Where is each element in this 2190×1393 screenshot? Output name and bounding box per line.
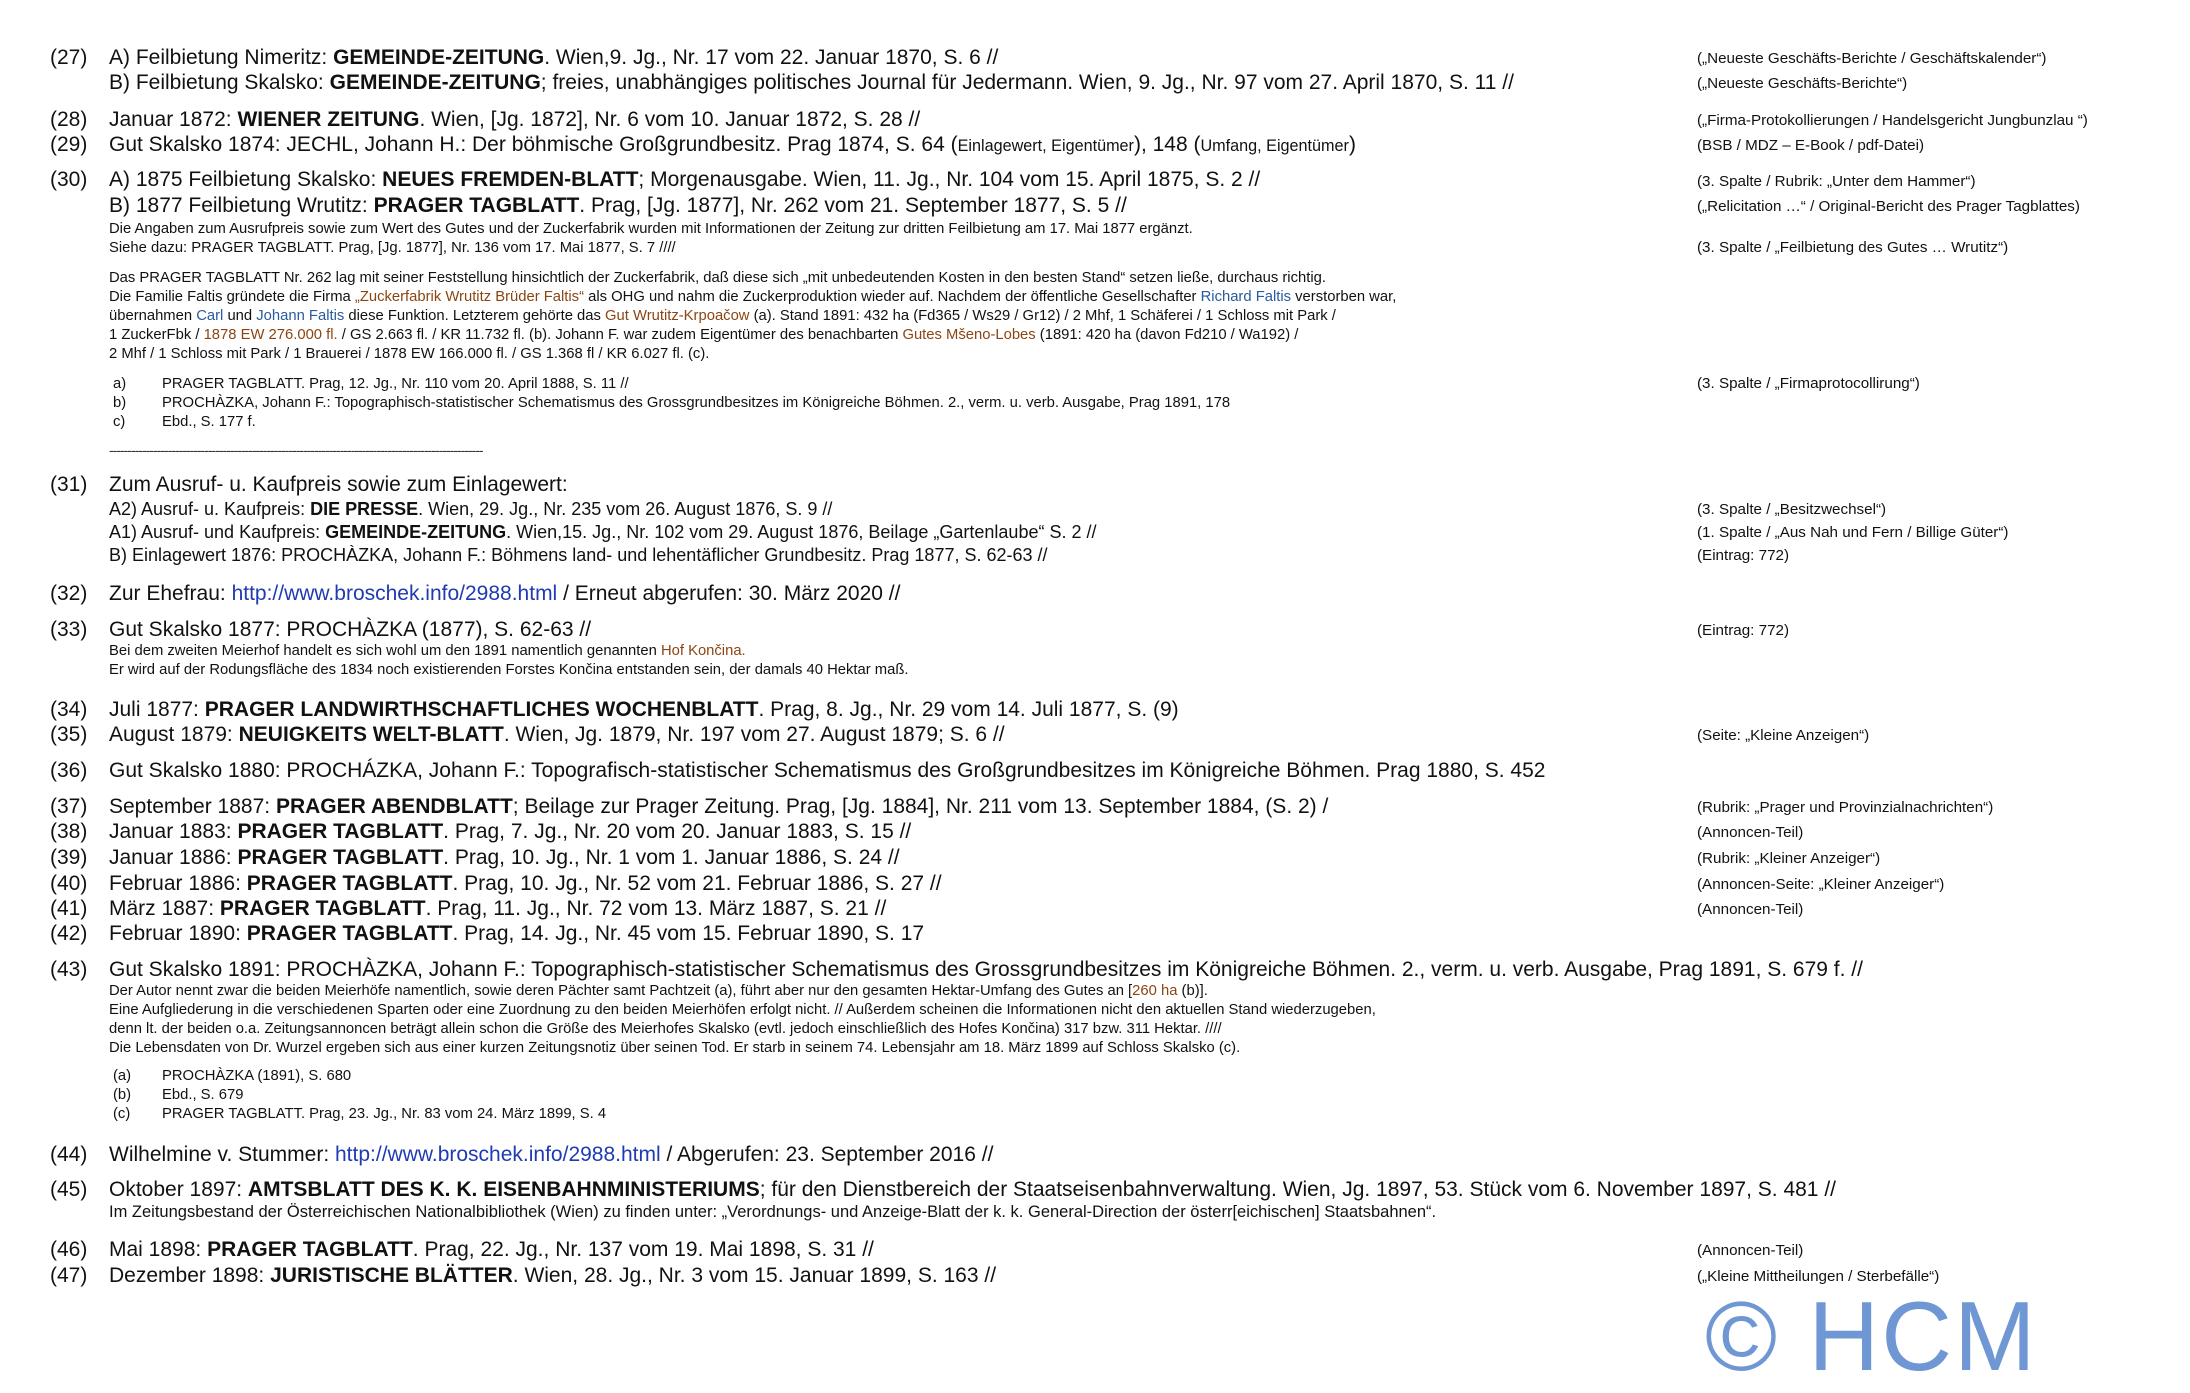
entry-text: Einlagewert, Eigentümer xyxy=(957,137,1134,155)
entry-text: Januar 1883: xyxy=(109,820,238,843)
separator-line: ------------------------------------------------------------------------------------------------------ xyxy=(109,442,483,458)
right-annotation: (Annoncen-Teil) xyxy=(1697,901,1804,918)
note-line: Er wird auf der Rodungsfläche des 1834 noch existierenden Forstes Končina entstanden sein, der damals 40 Hektar maß. xyxy=(109,662,909,678)
note-text: diese Funktion. Letzterem gehörte das xyxy=(344,308,606,324)
note-text: Bei dem zweiten Meierhof handelt es sich wohl um den 1891 namentlich genannten xyxy=(109,643,661,659)
entry-text: Februar 1890: xyxy=(109,922,247,945)
note-line: Die Lebensdaten von Dr. Wurzel ergeben sich aus einer kurzen Zeitungsnotiz über seinen Tod. Er starb in seinem 74. Lebensjahr am 18. März 1899 auf Schloss Skalsko (c). xyxy=(109,1040,1241,1056)
right-annotation: (Annoncen-Seite: „Kleiner Anzeiger“) xyxy=(1697,876,1945,893)
note-line: Siehe dazu: PRAGER TAGBLATT. Prag, [Jg. 1877], Nr. 136 vom 17. Mai 1877, S. 7 //// xyxy=(109,240,676,256)
entry-text: . Wien, [Jg. 1872], Nr. 6 vom 10. Januar 1872, S. 28 // xyxy=(419,108,921,131)
entry-text: ) xyxy=(1348,133,1356,156)
entry-number: (41) xyxy=(50,897,88,920)
entry-34 xyxy=(109,698,1179,722)
entry-text: . Wien, Jg. 1879, Nr. 197 vom 27. August 1879; S. 6 // xyxy=(503,723,1005,746)
entry-31-heading: Zum Ausruf- u. Kaufpreis sowie zum Einlagewert: xyxy=(109,473,568,496)
note-line: Im Zeitungsbestand der Österreichischen Nationalbibliothek (Wien) zu finden unter: „Verordnungs- und Anzeige-Blatt der k. k. General-Direction der österr[eichischen] Staatsbahnen“. xyxy=(109,1203,1437,1221)
entry-text: August 1879: xyxy=(109,723,239,746)
entry-text: Wilhelmine v. Stummer: xyxy=(109,1143,335,1166)
entry-text: . Prag, 11. Jg., Nr. 72 vom 13. März 1887, S. 21 // xyxy=(425,897,887,920)
source-title: PRAGER TAGBLATT xyxy=(246,922,453,945)
entry-number: (39) xyxy=(50,846,88,869)
right-annotation: (3. Spalte / „Firmaprotocollirung“) xyxy=(1697,375,1920,392)
note-text: (1891: 420 ha (davon Fd210 / Wa192) / xyxy=(1035,327,1299,343)
note-line: Eine Aufgliederung in die verschiedenen Sparten oder eine Zuordnung zu den beiden Meierhöfen erfolgt nicht. // Außerdem scheinen die Informationen nicht den aktuellen Stand wiederzugeben, xyxy=(109,1002,1376,1018)
entry-text: ; freies, unabhängiges politisches Journal für Jedermann. Wien, 9. Jg., Nr. 97 vom 27. April 1870, S. 11 // xyxy=(540,71,1514,94)
source-title: PRAGER TAGBLATT xyxy=(207,1238,413,1261)
entry-text: A1) Ausruf- und Kaufpreis: xyxy=(109,522,326,542)
footnote-label: (b) xyxy=(113,1087,132,1103)
right-annotation: (Eintrag: 772) xyxy=(1697,547,1790,564)
estate-name: Hof Končina. xyxy=(660,643,746,659)
note-text: (b)]. xyxy=(1177,983,1208,999)
right-annotation: („Firma-Protokollierungen / Handelsgericht Jungbunzlau “) xyxy=(1697,112,2088,129)
person-name: Carl xyxy=(196,308,224,324)
entry-number: (40) xyxy=(50,872,88,895)
entry-text: . Prag, 8. Jg., Nr. 29 vom 14. Juli 1877, S. (9) xyxy=(758,698,1179,721)
right-annotation: (Annoncen-Teil) xyxy=(1697,1242,1804,1259)
entry-number: (29) xyxy=(50,133,88,156)
entry-text: . Prag, 10. Jg., Nr. 1 vom 1. Januar 1886, S. 24 // xyxy=(443,846,900,869)
entry-number: (43) xyxy=(50,958,88,981)
right-annotation: („Neueste Geschäfts-Berichte / Geschäftskalender“) xyxy=(1697,50,2047,67)
entry-text: . Prag, [Jg. 1877], Nr. 262 vom 21. September 1877, S. 5 // xyxy=(579,194,1127,217)
entry-text: ), 148 ( xyxy=(1133,133,1201,156)
note-line xyxy=(109,308,1336,324)
entry-number: (33) xyxy=(50,618,88,641)
entry-text: ; Morgenausgabe. Wien, 11. Jg., Nr. 104 vom 15. April 1875, S. 2 // xyxy=(638,168,1261,191)
right-annotation: (Eintrag: 772) xyxy=(1697,622,1790,639)
entry-number: (42) xyxy=(50,922,88,945)
entry-number: (32) xyxy=(50,582,88,605)
right-annotation: (1. Spalte / „Aus Nah und Fern / Billige Güter“) xyxy=(1697,524,2009,541)
entry-text: Umfang, Eigentümer xyxy=(1200,137,1349,155)
source-title: GEMEINDE-ZEITUNG xyxy=(333,46,545,69)
entry-35 xyxy=(109,723,1005,747)
entry-45 xyxy=(109,1178,1836,1202)
source-title: GEMEINDE-ZEITUNG xyxy=(329,71,541,94)
entry-text: . Wien,15. Jg., Nr. 102 vom 29. August 1876, Beilage „Gartenlaube“ S. 2 // xyxy=(506,522,1097,542)
entry-44 xyxy=(109,1143,993,1167)
footnote-text: PRAGER TAGBLATT. Prag, 12. Jg., Nr. 110 vom 20. April 1888, S. 11 // xyxy=(162,376,629,392)
note-text: Die Familie Faltis gründete die Firma xyxy=(109,289,355,305)
entry-text: . Prag, 7. Jg., Nr. 20 vom 20. Januar 1883, S. 15 // xyxy=(443,820,912,843)
entry-46 xyxy=(109,1238,874,1262)
right-annotation: (Seite: „Kleine Anzeigen“) xyxy=(1697,727,1870,744)
copyright-watermark: © HCM xyxy=(1705,1281,2038,1391)
note-text: als OHG und nahm die Zuckerproduktion wieder auf. Nachdem der öffentliche Gesellschafter xyxy=(584,289,1201,305)
source-title: NEUES FREMDEN-BLATT xyxy=(382,168,639,191)
entry-text: Februar 1886: xyxy=(109,872,247,895)
right-annotation: (Annoncen-Teil) xyxy=(1697,824,1804,841)
source-title: PRAGER TAGBLATT xyxy=(237,846,444,869)
source-title: PRAGER TAGBLATT xyxy=(219,897,426,920)
entry-39 xyxy=(109,846,900,870)
external-link[interactable]: http://www.broschek.info/2988.html xyxy=(335,1143,661,1166)
footnote-text: PRAGER TAGBLATT. Prag, 23. Jg., Nr. 83 vom 24. März 1899, S. 4 xyxy=(162,1106,607,1122)
entry-43: Gut Skalsko 1891: PROCHÀZKA, Johann F.: Topographisch-statistischer Schematismus des Grossgrundbesitzes im Königreiche Böhmen. 2., verm. u. verb. Ausgabe, Prag 1891, S. 679 f. // xyxy=(109,958,1863,981)
note-line xyxy=(109,327,1298,343)
note-line: Die Angaben zum Ausrufpreis sowie zum Wert des Gutes und der Zuckerfabrik wurden mit Informationen der Zeitung zur dritten Feilbietung am 17. Mai 1877 ergänzt. xyxy=(109,221,1193,237)
note-line: denn lt. der beiden o.a. Zeitungsannoncen beträgt allein schon die Größe des Meierhofes Skalsko (evtl. jedoch einschließlich des Hofes Končina) 317 bzw. 311 Hektar. //// xyxy=(109,1021,1222,1037)
footnote-text: PROCHÀZKA (1891), S. 680 xyxy=(162,1068,352,1084)
entry-47 xyxy=(109,1264,996,1288)
entry-28 xyxy=(109,108,920,132)
entry-number: (38) xyxy=(50,820,88,843)
entry-number: (46) xyxy=(50,1238,88,1261)
source-title: AMTSBLATT DES K. K. EISENBAHNMINISTERIUMS xyxy=(247,1178,760,1201)
entry-text: Dezember 1898: xyxy=(109,1264,271,1287)
note-text: und xyxy=(223,308,257,324)
right-annotation: (3. Spalte / Rubrik: „Unter dem Hammer“) xyxy=(1697,173,1976,190)
entry-text: ; für den Dienstbereich der Staatseisenbahnverwaltung. Wien, Jg. 1897, 53. Stück vom 6. November 1897, S. 481 // xyxy=(759,1178,1836,1201)
entry-33: Gut Skalsko 1877: PROCHÀZKA (1877), S. 62-63 // xyxy=(109,618,592,641)
entry-27-line-a xyxy=(109,46,998,70)
footnote-label: a) xyxy=(113,376,127,392)
footnote-text: Ebd., S. 177 f. xyxy=(162,414,256,430)
entry-30-line-b xyxy=(109,194,1127,218)
entry-text: Januar 1872: xyxy=(109,108,238,131)
right-annotation: („Relicitation …“ / Original-Bericht des Prager Tagblattes) xyxy=(1697,198,2080,215)
entry-text: . Prag, 22. Jg., Nr. 137 vom 19. Mai 1898, S. 31 // xyxy=(412,1238,874,1261)
entry-text: Oktober 1897: xyxy=(109,1178,248,1201)
person-name: Johann Faltis xyxy=(256,308,345,324)
note-text: verstorben war, xyxy=(1291,289,1397,305)
entry-number: (36) xyxy=(50,759,88,782)
person-name: Richard Faltis xyxy=(1200,289,1292,305)
entry-number: (30) xyxy=(50,168,88,191)
entry-text: A) Feilbietung Nimeritz: xyxy=(109,46,334,69)
entry-text: . Prag, 14. Jg., Nr. 45 vom 15. Februar 1890, S. 17 xyxy=(452,922,925,945)
entry-text: Juli 1877: xyxy=(109,698,205,721)
entry-text: . Wien,9. Jg., Nr. 17 vom 22. Januar 1870, S. 6 // xyxy=(544,46,999,69)
entry-text: ; Beilage zur Prager Zeitung. Prag, [Jg. 1884], Nr. 211 vom 13. September 1884, (S. 2) / xyxy=(512,795,1329,818)
source-title: DIE PRESSE xyxy=(310,499,419,519)
source-title: PRAGER ABENDBLATT xyxy=(275,795,513,818)
entry-number: (44) xyxy=(50,1143,88,1166)
value-highlight: 260 ha xyxy=(1132,983,1178,999)
estate-name: Gut Wrutitz-Krpoačow xyxy=(605,308,750,324)
entry-text: März 1887: xyxy=(109,897,220,920)
entry-text: Zur Ehefrau: xyxy=(109,582,232,605)
source-title: JURISTISCHE BLÄTTER xyxy=(270,1264,513,1287)
right-annotation: (Rubrik: „Kleiner Anzeiger“) xyxy=(1697,850,1881,867)
note-line xyxy=(109,289,1396,305)
entry-number: (27) xyxy=(50,46,88,69)
entry-27-line-b xyxy=(109,71,1514,95)
right-annotation: (Rubrik: „Prager und Provinzialnachrichten“) xyxy=(1697,799,1994,816)
entry-text: Mai 1898: xyxy=(109,1238,208,1261)
right-annotation: (3. Spalte / „Feilbietung des Gutes … Wrutitz“) xyxy=(1697,239,2009,256)
note-text: / GS 2.663 fl. / KR 11.732 fl. (b). Johann F. war zudem Eigentümer des benachbarten xyxy=(337,327,903,343)
note-text: 1 ZuckerFbk / xyxy=(109,327,204,343)
entry-number: (34) xyxy=(50,698,88,721)
entry-37 xyxy=(109,795,1328,819)
source-title: WIENER ZEITUNG xyxy=(237,108,420,131)
entry-42 xyxy=(109,922,924,946)
entry-30-line-a xyxy=(109,168,1260,192)
entry-41 xyxy=(109,897,886,921)
right-annotation: („Kleine Mittheilungen / Sterbefälle“) xyxy=(1697,1268,1940,1285)
right-annotation: (3. Spalte / „Besitzwechsel“) xyxy=(1697,501,1887,518)
entry-number: (31) xyxy=(50,473,88,496)
entry-text: Gut Skalsko 1874: JECHL, Johann H.: Der böhmische Großgrundbesitz. Prag 1874, S. 64 ( xyxy=(109,133,958,156)
note-line xyxy=(109,643,746,659)
entry-31-line-a1 xyxy=(109,522,1096,543)
right-annotation: (BSB / MDZ – E-Book / pdf-Datei) xyxy=(1697,137,1925,154)
footnote-text: PROCHÀZKA, Johann F.: Topographisch-statistischer Schematismus des Grossgrundbesitzes im Königreiche Böhmen. 2., verm. u. verb. Ausgabe, Prag 1891, 178 xyxy=(162,395,1231,411)
entry-40 xyxy=(109,872,942,896)
source-title: NEUIGKEITS WELT-BLATT xyxy=(238,723,504,746)
source-title: PRAGER LANDWIRTHSCHAFTLICHES WOCHENBLATT xyxy=(204,698,759,721)
source-title: GEMEINDE-ZEITUNG xyxy=(325,522,507,542)
entry-text: B) 1877 Feilbietung Wrutitz: xyxy=(109,194,374,217)
entry-text: . Wien, 29. Jg., Nr. 235 vom 26. August 1876, S. 9 // xyxy=(418,499,833,519)
entry-31-line-b: B) Einlagewert 1876: PROCHÀZKA, Johann F.: Böhmens land- und lehentäflicher Grundbesitz. Prag 1877, S. 62-63 // xyxy=(109,545,1048,565)
source-title: PRAGER TAGBLATT xyxy=(237,820,444,843)
source-title: PRAGER TAGBLATT xyxy=(246,872,453,895)
footnote-label: c) xyxy=(113,414,126,430)
value-highlight: 1878 EW 276.000 fl. xyxy=(203,327,338,343)
entry-text: . Wien, 28. Jg., Nr. 3 vom 15. Januar 1899, S. 163 // xyxy=(512,1264,997,1287)
entry-29 xyxy=(109,133,1356,157)
footnote-label: (a) xyxy=(113,1068,132,1084)
entry-text: / Abgerufen: 23. September 2016 // xyxy=(660,1143,994,1166)
entry-text: / Erneut abgerufen: 30. März 2020 // xyxy=(557,582,901,605)
estate-name: Gutes Mšeno-Lobes xyxy=(902,327,1036,343)
footnote-label: (c) xyxy=(113,1106,131,1122)
source-title: PRAGER TAGBLATT xyxy=(373,194,580,217)
entry-number: (37) xyxy=(50,795,88,818)
note-line: Das PRAGER TAGBLATT Nr. 262 lag mit seiner Feststellung hinsichtlich der Zuckerfabrik, daß diese sich „mit unbedeutenden Kosten in den besten Stand“ setzen ließe, durchaus richtig. xyxy=(109,270,1326,286)
footnote-label: b) xyxy=(113,395,127,411)
entry-text: September 1887: xyxy=(109,795,276,818)
entry-text: B) Feilbietung Skalsko: xyxy=(109,71,330,94)
footnote-text: Ebd., S. 679 xyxy=(162,1087,244,1103)
company-name: „Zuckerfabrik Wrutitz Brüder Faltis“ xyxy=(354,289,585,305)
entry-number: (45) xyxy=(50,1178,88,1201)
entry-text: A2) Ausruf- u. Kaufpreis: xyxy=(109,499,311,519)
entry-38 xyxy=(109,820,911,844)
entry-text: A) 1875 Feilbietung Skalsko: xyxy=(109,168,383,191)
entry-36: Gut Skalsko 1880: PROCHÁZKA, Johann F.: Topografisch-statistischer Schematismus des Großgrundbesitzes im Königreiche Böhmen. Prag 1880, S. 452 xyxy=(109,759,1546,782)
entry-32 xyxy=(109,582,900,606)
right-annotation: („Neueste Geschäfts-Berichte“) xyxy=(1697,75,1908,92)
note-text: übernahmen xyxy=(109,308,197,324)
note-line xyxy=(109,983,1208,999)
entry-text: . Prag, 10. Jg., Nr. 52 vom 21. Februar 1886, S. 27 // xyxy=(452,872,942,895)
entry-31-line-a2 xyxy=(109,499,832,520)
note-text: Der Autor nennt zwar die beiden Meierhöfe namentlich, sowie deren Pächter samt Pachtzeit (a), führt aber nur den gesamten Hektar-Umfang des Gutes an [ xyxy=(109,983,1133,999)
entry-text: Januar 1886: xyxy=(109,846,238,869)
note-line: 2 Mhf / 1 Schloss mit Park / 1 Brauerei / 1878 EW 166.000 fl. / GS 1.368 fl / KR 6.027 fl. (c). xyxy=(109,346,710,362)
external-link[interactable]: http://www.broschek.info/2988.html xyxy=(231,582,558,605)
entry-number: (35) xyxy=(50,723,88,746)
entry-number: (47) xyxy=(50,1264,88,1287)
entry-number: (28) xyxy=(50,108,88,131)
note-text: (a). Stand 1891: 432 ha (Fd365 / Ws29 / Gr12) / 2 Mhf, 1 Schäferei / 1 Schloss mit Park / xyxy=(749,308,1336,324)
